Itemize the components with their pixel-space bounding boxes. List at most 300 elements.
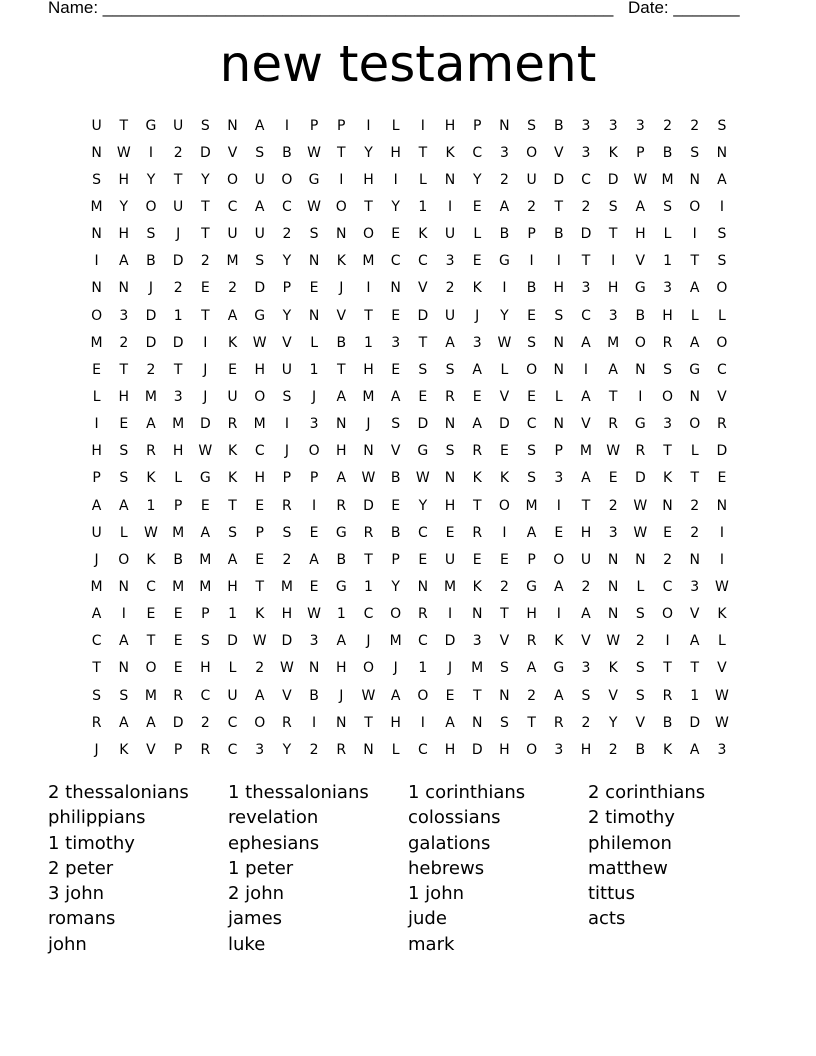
grid-cell: P (282, 470, 292, 487)
grid-cell: I (203, 334, 208, 351)
grid-cell: D (281, 633, 293, 650)
grid-cell: J (447, 660, 453, 677)
grid-cell: E (391, 226, 401, 243)
grid-cell: 1 (690, 687, 700, 704)
grid-cell: D (716, 443, 728, 460)
grid-cell: L (228, 660, 237, 677)
grid-cell: A (390, 687, 401, 704)
grid-cell: B (390, 524, 401, 541)
grid-cell: L (690, 307, 699, 324)
word-bank-item: 1 corinthians (408, 782, 526, 803)
grid-cell: B (662, 714, 673, 731)
grid-cell: A (499, 198, 510, 215)
grid-cell: B (635, 307, 646, 324)
grid-cell: D (607, 171, 619, 188)
grid-cell: C (472, 144, 483, 161)
grid-cell: A (254, 198, 265, 215)
grid-cell: A (227, 307, 238, 324)
grid-cell: 2 (173, 144, 183, 161)
word-bank (48, 780, 768, 957)
grid-cell: C (526, 416, 537, 433)
grid-cell: I (393, 171, 398, 188)
grid-cell: L (418, 171, 427, 188)
grid-cell: N (363, 443, 374, 460)
grid-cell: M (253, 416, 266, 433)
grid-cell: S (119, 443, 129, 460)
grid-cell: O (145, 660, 157, 677)
grid-cell: K (717, 606, 727, 623)
grid-cell: N (390, 280, 401, 297)
grid-cell: A (689, 741, 700, 758)
grid-cell: O (526, 361, 538, 378)
grid-cell: P (337, 117, 346, 134)
grid-cell: O (227, 171, 239, 188)
grid-cell: S (717, 117, 727, 134)
grid-cell: H (444, 741, 456, 758)
grid-cell: H (526, 606, 537, 623)
word-bank-item: ephesians (228, 832, 320, 854)
grid-cell: 3 (309, 633, 319, 650)
grid-cell: V (689, 606, 700, 623)
grid-cell: W (606, 633, 621, 650)
grid-cell: V (227, 144, 238, 161)
grid-cell: N (471, 714, 483, 731)
grid-cell: 2 (608, 497, 618, 514)
grid-cell: E (391, 307, 401, 324)
date-field-label: Date: _______ (628, 0, 740, 17)
grid-cell: N (689, 388, 700, 405)
grid-cell: L (718, 633, 726, 650)
grid-cell: T (92, 660, 101, 677)
grid-cell: L (310, 334, 318, 351)
grid-cell: D (444, 633, 456, 650)
grid-cell: A (146, 714, 156, 731)
grid-cell: P (554, 443, 563, 460)
grid-cell: S (527, 443, 537, 460)
grid-cell: L (174, 470, 183, 487)
grid-cell: P (527, 226, 536, 243)
grid-cell: Y (282, 307, 292, 324)
grid-cell: A (608, 361, 618, 378)
grid-cell: W (144, 524, 158, 541)
grid-cell: M (389, 633, 402, 650)
grid-cell: N (607, 551, 619, 568)
grid-cell: E (608, 470, 618, 487)
grid-cell: N (607, 578, 619, 595)
grid-cell: N (363, 741, 374, 758)
grid-cell: Y (418, 497, 428, 514)
grid-cell: N (635, 551, 646, 568)
grid-cell: H (118, 171, 130, 188)
grid-cell: O (390, 606, 402, 623)
grid-cell: A (581, 470, 591, 487)
grid-cell: 2 (146, 361, 156, 378)
grid-cell: L (690, 443, 699, 460)
grid-cell: B (309, 687, 319, 704)
grid-cell: T (472, 497, 482, 514)
grid-cell: M (226, 253, 239, 270)
grid-cell: S (282, 524, 292, 541)
grid-cell: H (444, 117, 456, 134)
grid-cell: A (227, 551, 238, 568)
grid-cell: L (500, 361, 509, 378)
word-bank-item: 1 john (408, 883, 465, 905)
grid-cell: W (633, 497, 648, 514)
grid-cell: Y (201, 171, 210, 188)
word-bank-item: hebrews (408, 857, 485, 879)
grid-cell: M (199, 578, 212, 595)
grid-cell: S (255, 144, 265, 161)
grid-cell: E (146, 606, 156, 623)
grid-cell: H (390, 714, 401, 731)
grid-cell: K (227, 470, 238, 487)
grid-cell: S (119, 470, 129, 487)
grid-cell: T (337, 361, 346, 378)
grid-cell: K (608, 144, 618, 161)
grid-cell: K (255, 606, 265, 623)
grid-cell: M (525, 497, 538, 514)
grid-cell: O (335, 198, 347, 215)
grid-cell: G (634, 416, 646, 433)
grid-cell: 1 (418, 198, 428, 215)
grid-cell: 2 (228, 280, 237, 297)
grid-cell: H (118, 388, 130, 405)
grid-cell: E (663, 524, 672, 541)
grid-cell: H (363, 361, 374, 378)
grid-cell: Y (282, 741, 292, 758)
grid-cell: I (366, 117, 371, 134)
grid-cell: W (361, 470, 376, 487)
grid-cell: Y (391, 578, 400, 595)
grid-cell: 3 (635, 117, 645, 134)
grid-cell: S (663, 361, 672, 378)
grid-cell: J (366, 416, 371, 433)
grid-cell: M (90, 578, 103, 595)
grid-cell: V (390, 443, 401, 460)
grid-cell: O (118, 551, 130, 568)
word-bank-item: 2 thessalonians (48, 782, 189, 803)
grid-cell: V (499, 388, 510, 405)
grid-cell: H (390, 144, 401, 161)
grid-cell: N (689, 551, 700, 568)
grid-cell: R (526, 633, 537, 650)
grid-cell: E (418, 388, 428, 405)
grid-cell: T (173, 361, 183, 378)
grid-cell: 2 (690, 497, 700, 514)
grid-cell: T (146, 633, 156, 650)
grid-cell: K (146, 551, 156, 568)
grid-cell: E (717, 470, 727, 487)
grid-cell: T (119, 361, 129, 378)
grid-cell: 2 (581, 198, 591, 215)
grid-cell: H (635, 226, 646, 243)
grid-cell: 3 (717, 741, 727, 758)
grid-cell: D (199, 144, 211, 161)
grid-cell: T (663, 660, 672, 677)
grid-cell: H (200, 660, 211, 677)
grid-cell: 3 (472, 633, 482, 650)
grid-cell: 3 (554, 741, 564, 758)
grid-cell: N (689, 171, 700, 188)
grid-cell: P (391, 551, 400, 568)
grid-cell: R (91, 714, 102, 731)
grid-cell: E (309, 280, 319, 297)
grid-cell: Y (500, 307, 509, 324)
grid-cell: E (499, 551, 509, 568)
grid-cell: M (90, 334, 103, 351)
grid-cell: T (527, 714, 536, 731)
grid-cell: S (608, 198, 618, 215)
grid-cell: T (364, 714, 373, 731)
grid-cell: A (526, 524, 537, 541)
grid-cell: G (254, 307, 266, 324)
grid-cell: A (635, 198, 646, 215)
grid-cell: P (255, 524, 264, 541)
grid-cell: 3 (391, 334, 401, 351)
grid-cell: I (284, 416, 289, 433)
grid-cell: 3 (581, 660, 591, 677)
grid-cell: R (336, 497, 347, 514)
grid-cell: A (254, 117, 265, 134)
grid-cell: E (173, 633, 183, 650)
grid-cell: P (472, 117, 482, 134)
grid-cell: D (145, 334, 157, 351)
grid-cell: G (145, 117, 157, 134)
grid-cell: C (227, 741, 238, 758)
grid-cell: I (556, 253, 561, 270)
grid-cell: L (119, 524, 128, 541)
grid-cell: T (201, 307, 210, 324)
grid-cell: Y (364, 144, 373, 161)
grid-cell: D (634, 470, 646, 487)
grid-cell: R (553, 714, 564, 731)
grid-cell: S (635, 687, 645, 704)
grid-cell: S (663, 198, 672, 215)
word-bank-item: philemon (588, 832, 672, 854)
grid-cell: U (173, 117, 184, 134)
grid-cell: I (502, 280, 507, 297)
grid-cell: P (282, 280, 292, 297)
grid-cell: C (363, 606, 374, 623)
grid-cell: C (581, 171, 591, 188)
grid-cell: V (581, 416, 591, 433)
grid-cell: I (583, 361, 589, 378)
grid-cell: D (499, 416, 510, 433)
word-bank-item: tittus (588, 883, 635, 905)
grid-cell: O (526, 741, 538, 758)
grid-cell: N (553, 416, 565, 433)
grid-cell: R (282, 714, 292, 731)
grid-cell: 2 (581, 714, 591, 731)
grid-cell: K (472, 578, 482, 595)
grid-cell: S (200, 117, 210, 134)
grid-cell: O (662, 388, 674, 405)
grid-cell: C (227, 714, 238, 731)
grid-cell: 3 (255, 741, 265, 758)
grid-cell: K (662, 741, 673, 758)
grid-cell: A (146, 416, 156, 433)
grid-cell: D (417, 307, 429, 324)
grid-cell: 1 (173, 307, 183, 324)
grid-cell: B (173, 551, 183, 568)
grid-cell: M (90, 198, 103, 215)
grid-cell: D (580, 226, 592, 243)
grid-cell: H (607, 280, 619, 297)
grid-cell: K (336, 253, 346, 270)
grid-cell: B (662, 144, 673, 161)
grid-cell: U (526, 171, 537, 188)
grid-cell: L (391, 117, 400, 134)
grid-cell: B (390, 470, 401, 487)
grid-cell: M (172, 578, 185, 595)
grid-cell: U (580, 551, 592, 568)
grid-cell: M (144, 687, 158, 704)
grid-cell: N (227, 117, 238, 134)
grid-cell: I (420, 714, 425, 731)
grid-cell: O (91, 307, 103, 324)
grid-cell: N (91, 144, 102, 161)
grid-cell: P (309, 470, 319, 487)
grid-cell: N (444, 470, 456, 487)
grid-cell: W (714, 714, 729, 731)
grid-cell: V (717, 388, 727, 405)
grid-cell: M (144, 388, 158, 405)
grid-cell: T (608, 226, 618, 243)
grid-cell: P (636, 144, 645, 161)
grid-cell: L (718, 307, 726, 324)
grid-cell: V (581, 633, 591, 650)
grid-cell: O (362, 660, 374, 677)
grid-cell: M (199, 551, 212, 568)
grid-cell: O (526, 144, 538, 161)
grid-cell: E (200, 280, 210, 297)
grid-cell: O (689, 198, 701, 215)
grid-cell: O (716, 334, 728, 351)
grid-cell: 2 (282, 551, 292, 568)
grid-cell: T (690, 660, 699, 677)
grid-cell: Y (119, 198, 129, 215)
grid-cell: 2 (499, 578, 509, 595)
grid-cell: 2 (581, 578, 591, 595)
grid-cell: D (172, 253, 184, 270)
grid-cell: C (417, 524, 428, 541)
grid-cell: I (366, 280, 371, 297)
grid-cell: S (635, 660, 645, 677)
grid-cell: S (554, 307, 564, 324)
grid-cell: W (198, 443, 213, 460)
grid-cell: J (366, 633, 371, 650)
grid-cell: L (663, 226, 672, 243)
grid-cell: D (172, 334, 184, 351)
grid-cell: I (284, 117, 289, 134)
word-bank-item: 2 peter (48, 857, 114, 879)
grid-cell: A (472, 361, 482, 378)
grid-cell: D (227, 633, 238, 650)
grid-cell: 2 (663, 117, 672, 134)
grid-cell: R (282, 497, 292, 514)
grid-cell: U (173, 198, 184, 215)
grid-cell: C (282, 198, 292, 215)
grid-cell: R (417, 606, 428, 623)
grid-cell: E (309, 524, 319, 541)
grid-cell: 3 (472, 334, 482, 351)
grid-cell: S (527, 117, 537, 134)
grid-cell: R (662, 334, 673, 351)
grid-cell: T (364, 551, 373, 568)
grid-cell: N (91, 280, 102, 297)
grid-cell: W (361, 687, 376, 704)
grid-cell: H (363, 171, 374, 188)
grid-cell: A (445, 714, 455, 731)
grid-cell: S (717, 253, 727, 270)
grid-cell: P (201, 606, 210, 623)
grid-cell: J (339, 687, 344, 704)
grid-cell: C (417, 253, 428, 270)
grid-cell: 3 (690, 578, 700, 595)
grid-cell: E (472, 198, 482, 215)
grid-cell: K (227, 334, 238, 351)
grid-cell: A (581, 388, 591, 405)
word-bank-item: colossians (408, 807, 501, 829)
word-bank-item: matthew (588, 857, 668, 879)
grid-cell: N (553, 334, 565, 351)
grid-cell: E (499, 443, 509, 460)
word-bank-item: 1 peter (228, 857, 294, 879)
grid-cell: U (227, 687, 238, 704)
grid-cell: N (91, 226, 102, 243)
grid-cell: H (553, 280, 565, 297)
grid-cell: T (690, 253, 699, 270)
grid-cell: 3 (608, 307, 618, 324)
grid-cell: I (719, 551, 724, 568)
grid-cell: T (337, 144, 346, 161)
grid-cell: E (228, 361, 237, 378)
grid-cell: N (336, 416, 347, 433)
grid-cell: I (312, 714, 317, 731)
grid-cell: C (390, 253, 401, 270)
grid-cell: A (336, 633, 347, 650)
grid-cell: W (279, 660, 294, 677)
grid-cell: I (719, 198, 724, 215)
grid-cell: S (690, 144, 700, 161)
grid-cell: L (554, 388, 563, 405)
grid-cell: I (312, 497, 317, 514)
word-bank-item: 2 timothy (588, 807, 675, 829)
grid-cell: S (527, 334, 537, 351)
grid-cell: K (445, 144, 455, 161)
grid-cell: M (280, 578, 293, 595)
grid-cell: A (581, 334, 591, 351)
grid-cell: 3 (608, 117, 618, 134)
grid-cell: R (472, 443, 483, 460)
grid-cell: E (445, 687, 455, 704)
grid-cell: W (497, 334, 512, 351)
grid-cell: N (308, 660, 320, 677)
grid-cell: H (254, 470, 265, 487)
grid-cell: 2 (663, 551, 672, 568)
grid-cell: S (445, 443, 455, 460)
grid-cell: R (146, 443, 156, 460)
grid-cell: C (581, 307, 591, 324)
grid-cell: S (581, 687, 591, 704)
grid-cell: M (579, 443, 593, 460)
grid-cell: N (499, 117, 510, 134)
grid-cell: R (635, 443, 646, 460)
grid-cell: E (554, 524, 564, 541)
grid-cell: I (447, 606, 453, 623)
grid-cell: K (418, 226, 428, 243)
grid-cell: J (94, 741, 99, 758)
